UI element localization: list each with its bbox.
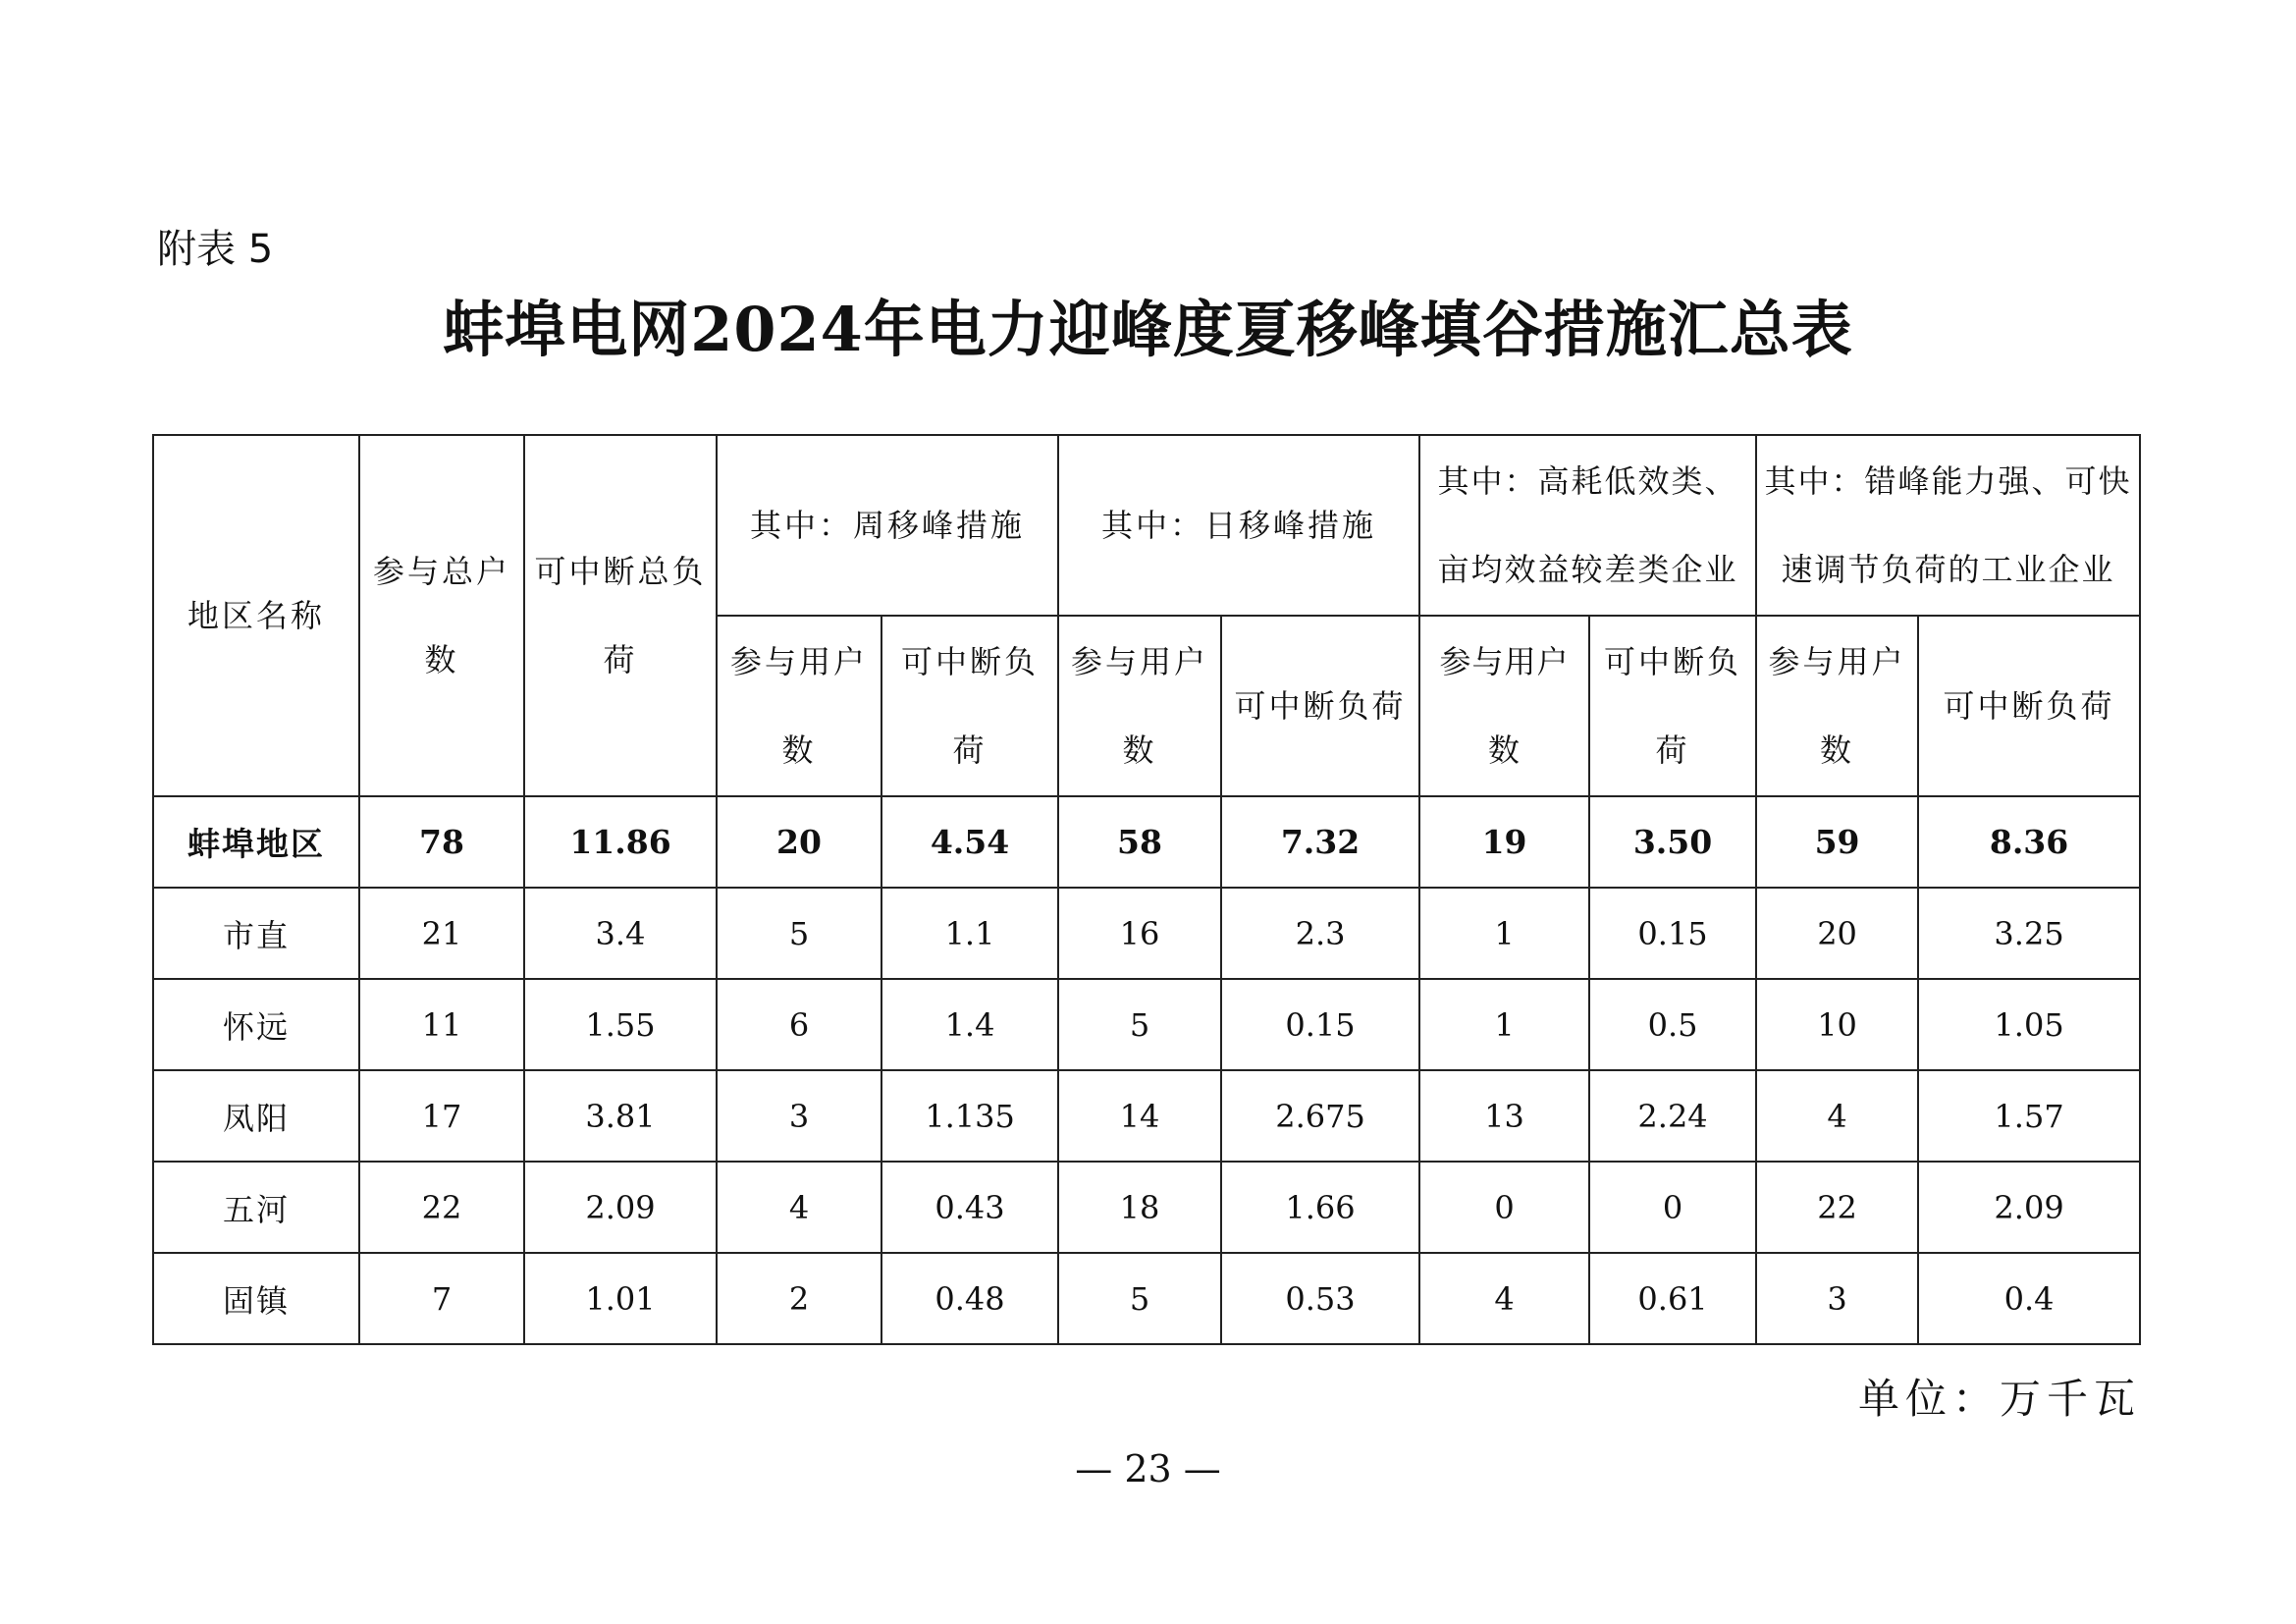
cell-high-load: 0.15 [1589, 888, 1756, 979]
page-number: — 23 — [1075, 1447, 1221, 1490]
cell-daily-load: 1.66 [1221, 1162, 1419, 1253]
cell-region: 凤阳 [153, 1070, 359, 1162]
cell-peak-load: 3.25 [1918, 888, 2140, 979]
cell-peak-load: 8.36 [1918, 796, 2140, 888]
header-group-weekly: 其中：周移峰措施 [717, 435, 1058, 616]
header-daily-users: 参与用户数 [1058, 616, 1221, 796]
cell-daily-users: 18 [1058, 1162, 1221, 1253]
cell-peak-load: 0.4 [1918, 1253, 2140, 1344]
cell-peak-load: 2.09 [1918, 1162, 2140, 1253]
cell-peak-users: 22 [1756, 1162, 1918, 1253]
cell-weekly-load: 4.54 [881, 796, 1058, 888]
cell-total-users: 21 [359, 888, 524, 979]
cell-peak-users: 3 [1756, 1253, 1918, 1344]
cell-high-load: 0.5 [1589, 979, 1756, 1070]
cell-high-users: 1 [1419, 979, 1589, 1070]
cell-daily-users: 5 [1058, 979, 1221, 1070]
cell-region: 固镇 [153, 1253, 359, 1344]
header-group-high-energy: 其中：高耗低效类、亩均效益较差类企业 [1419, 435, 1756, 616]
cell-daily-users: 58 [1058, 796, 1221, 888]
header-daily-load: 可中断负荷 [1221, 616, 1419, 796]
header-peak-load: 可中断负荷 [1918, 616, 2140, 796]
cell-weekly-load: 0.48 [881, 1253, 1058, 1344]
cell-peak-load: 1.57 [1918, 1070, 2140, 1162]
cell-weekly-users: 4 [717, 1162, 881, 1253]
page-title: 蚌埠电网2024年电力迎峰度夏移峰填谷措施汇总表 [443, 294, 1853, 365]
cell-weekly-users: 5 [717, 888, 881, 979]
cell-region: 怀远 [153, 979, 359, 1070]
cell-high-load: 0.61 [1589, 1253, 1756, 1344]
header-group-peak-shift: 其中：错峰能力强、可快速调节负荷的工业企业 [1756, 435, 2140, 616]
table-row [153, 1070, 2140, 1162]
cell-high-users: 4 [1419, 1253, 1589, 1344]
cell-weekly-users: 6 [717, 979, 881, 1070]
cell-daily-load: 0.53 [1221, 1253, 1419, 1344]
cell-daily-users: 14 [1058, 1070, 1221, 1162]
cell-weekly-load: 1.1 [881, 888, 1058, 979]
cell-high-load: 2.24 [1589, 1070, 1756, 1162]
cell-peak-users: 20 [1756, 888, 1918, 979]
table-row [153, 979, 2140, 1070]
header-total-users: 参与总户数 [359, 435, 524, 796]
cell-daily-users: 5 [1058, 1253, 1221, 1344]
cell-high-users: 13 [1419, 1070, 1589, 1162]
summary-table [152, 434, 2141, 1345]
cell-high-load: 3.50 [1589, 796, 1756, 888]
header-group-daily: 其中：日移峰措施 [1058, 435, 1419, 616]
cell-peak-users: 10 [1756, 979, 1918, 1070]
header-peak-users: 参与用户数 [1756, 616, 1918, 796]
cell-daily-load: 0.15 [1221, 979, 1419, 1070]
cell-weekly-load: 1.4 [881, 979, 1058, 1070]
cell-high-load: 0 [1589, 1162, 1756, 1253]
cell-region: 蚌埠地区 [153, 796, 359, 888]
cell-total-users: 11 [359, 979, 524, 1070]
cell-weekly-users: 20 [717, 796, 881, 888]
cell-high-users: 1 [1419, 888, 1589, 979]
cell-daily-load: 2.675 [1221, 1070, 1419, 1162]
cell-total-users: 7 [359, 1253, 524, 1344]
table-row [153, 1162, 2140, 1253]
cell-peak-load: 1.05 [1918, 979, 2140, 1070]
cell-peak-users: 59 [1756, 796, 1918, 888]
table-row [153, 1253, 2140, 1344]
cell-weekly-load: 0.43 [881, 1162, 1058, 1253]
cell-total-load: 11.86 [524, 796, 717, 888]
header-high-load: 可中断负荷 [1589, 616, 1756, 796]
table-row [153, 796, 2140, 888]
cell-total-load: 2.09 [524, 1162, 717, 1253]
cell-daily-users: 16 [1058, 888, 1221, 979]
cell-high-users: 19 [1419, 796, 1589, 888]
header-row-groups [153, 435, 2140, 616]
cell-daily-load: 7.32 [1221, 796, 1419, 888]
cell-total-users: 22 [359, 1162, 524, 1253]
header-region: 地区名称 [153, 435, 359, 796]
cell-daily-load: 2.3 [1221, 888, 1419, 979]
header-weekly-users: 参与用户数 [717, 616, 881, 796]
cell-region: 市直 [153, 888, 359, 979]
cell-weekly-load: 1.135 [881, 1070, 1058, 1162]
cell-total-load: 1.01 [524, 1253, 717, 1344]
unit-note: 单位：万千瓦 [1857, 1375, 2141, 1423]
cell-total-users: 17 [359, 1070, 524, 1162]
cell-weekly-users: 3 [717, 1070, 881, 1162]
table-row [153, 888, 2140, 979]
cell-total-load: 1.55 [524, 979, 717, 1070]
header-weekly-load: 可中断负荷 [881, 616, 1058, 796]
appendix-label: 附表 5 [157, 227, 274, 272]
cell-total-users: 78 [359, 796, 524, 888]
cell-high-users: 0 [1419, 1162, 1589, 1253]
header-total-load: 可中断总负荷 [524, 435, 717, 796]
header-high-users: 参与用户数 [1419, 616, 1589, 796]
cell-weekly-users: 2 [717, 1253, 881, 1344]
cell-total-load: 3.81 [524, 1070, 717, 1162]
cell-region: 五河 [153, 1162, 359, 1253]
cell-peak-users: 4 [1756, 1070, 1918, 1162]
cell-total-load: 3.4 [524, 888, 717, 979]
